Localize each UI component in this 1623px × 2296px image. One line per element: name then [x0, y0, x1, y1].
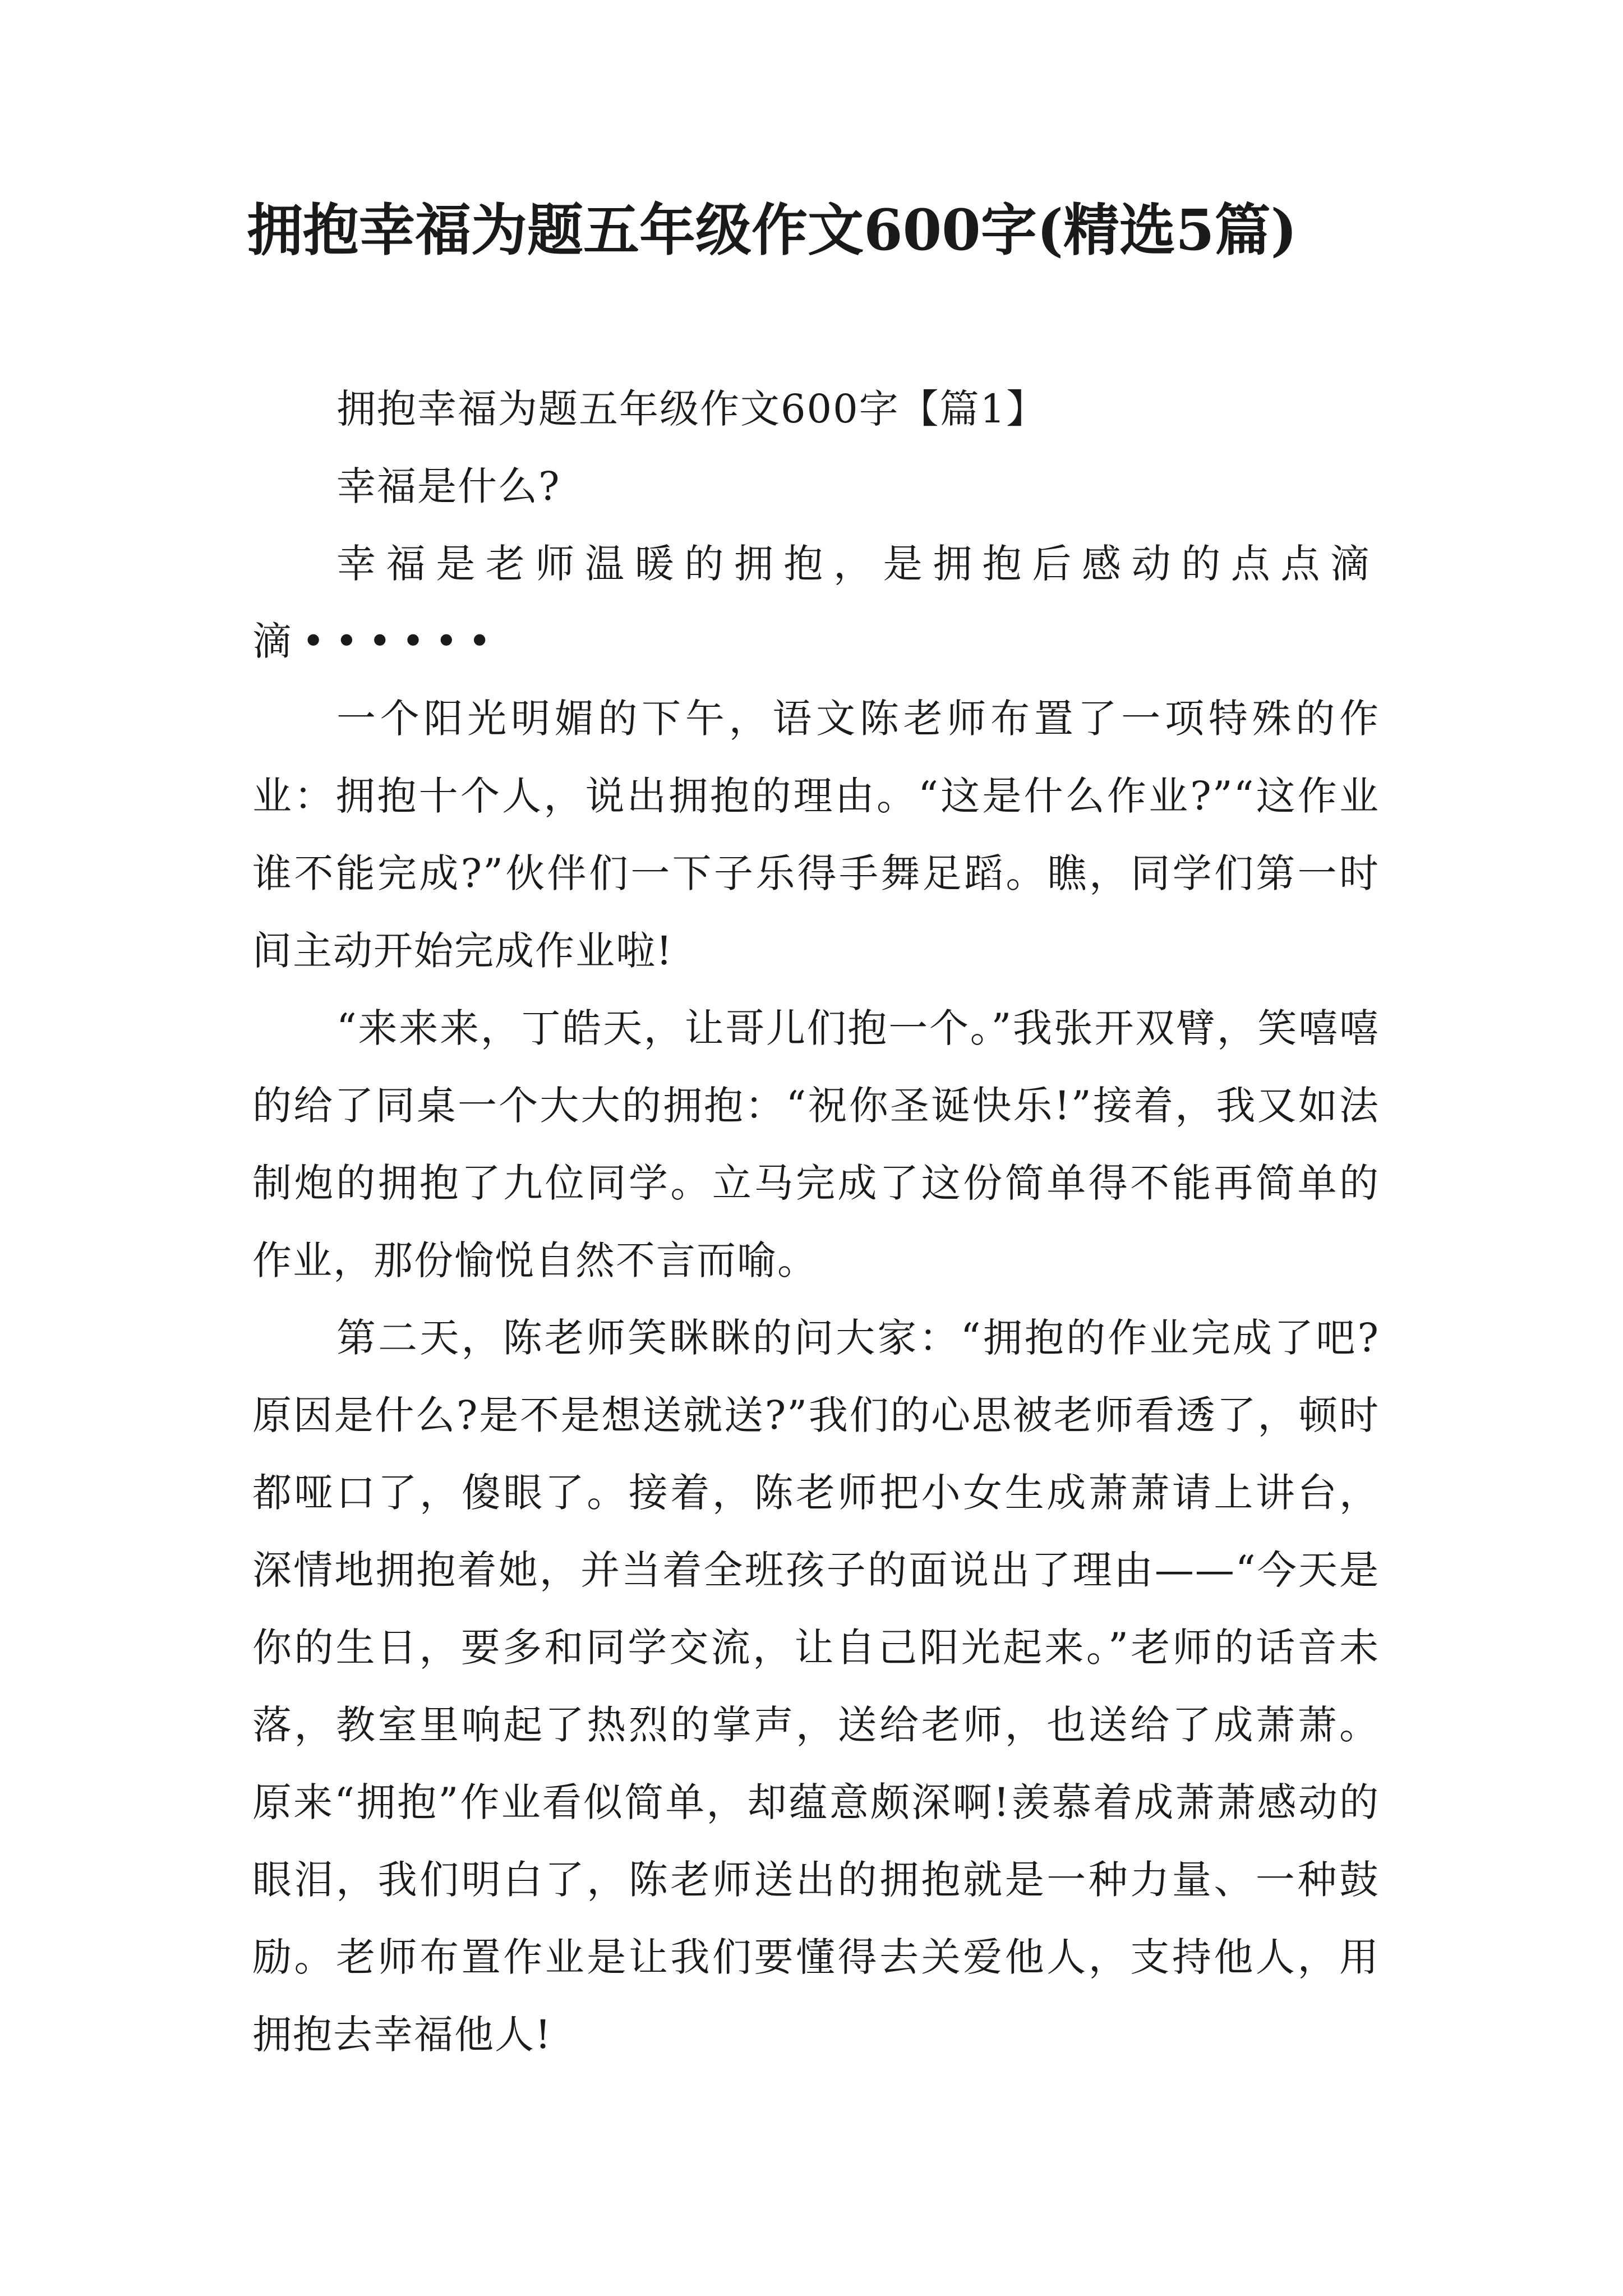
paragraph-4: “来来来，丁皓天，让哥儿们抱一个。”我张开双臂，笑嘻嘻的给了同桌一个大大的拥抱：“祝你圣诞快乐!”接着，我又如法制炮的拥抱了九位同学。立马完成了这份简单得不能再简单的作业，那份愉悦自然不言而喻。	[252, 1005, 1380, 1283]
paragraph-5: 第二天，陈老师笑眯眯的问大家：“拥抱的作业完成了吧?原因是什么?是不是想送就送?”我们的心思被老师看透了，顿时都哑口了，傻眼了。接着，陈老师把小女生成萧萧请上讲台，深情地拥抱着她，并当着全班孩子的面说出了理由——“今天是你的生日，要多和同学交流，让自己阳光起来。”老师的话音未落，教室里响起了热烈的掌声，送给老师，也送给了成萧萧。原来“拥抱”作业看似简单，却蕴意颇深啊!羡慕着成萧萧感动的眼泪，我们明白了，陈老师送出的拥抱就是一种力量、一种鼓励。老师布置作业是让我们要懂得去关爱他人，支持他人，用拥抱去幸福他人!	[252, 1315, 1380, 2058]
document-title: 拥抱幸福为题五年级作文600字(精选5篇)	[247, 197, 1297, 263]
document-body	[252, 370, 1380, 2073]
paragraph-1: 幸福是什么?	[336, 463, 561, 509]
section-heading: 拥抱幸福为题五年级作文600字【篇1】	[336, 386, 1047, 432]
paragraph-3: 一个阳光明媚的下午，语文陈老师布置了一项特殊的作业：拥抱十个人，说出拥抱的理由。“这是什么作业?”“这作业谁不能完成?”伙伴们一下子乐得手舞足蹈。瞧，同学们第一时间主动开始完成作业啦!	[252, 696, 1380, 974]
paragraph-2: 幸福是老师温暖的拥抱，是拥抱后感动的点点滴滴••••••	[252, 541, 1380, 664]
